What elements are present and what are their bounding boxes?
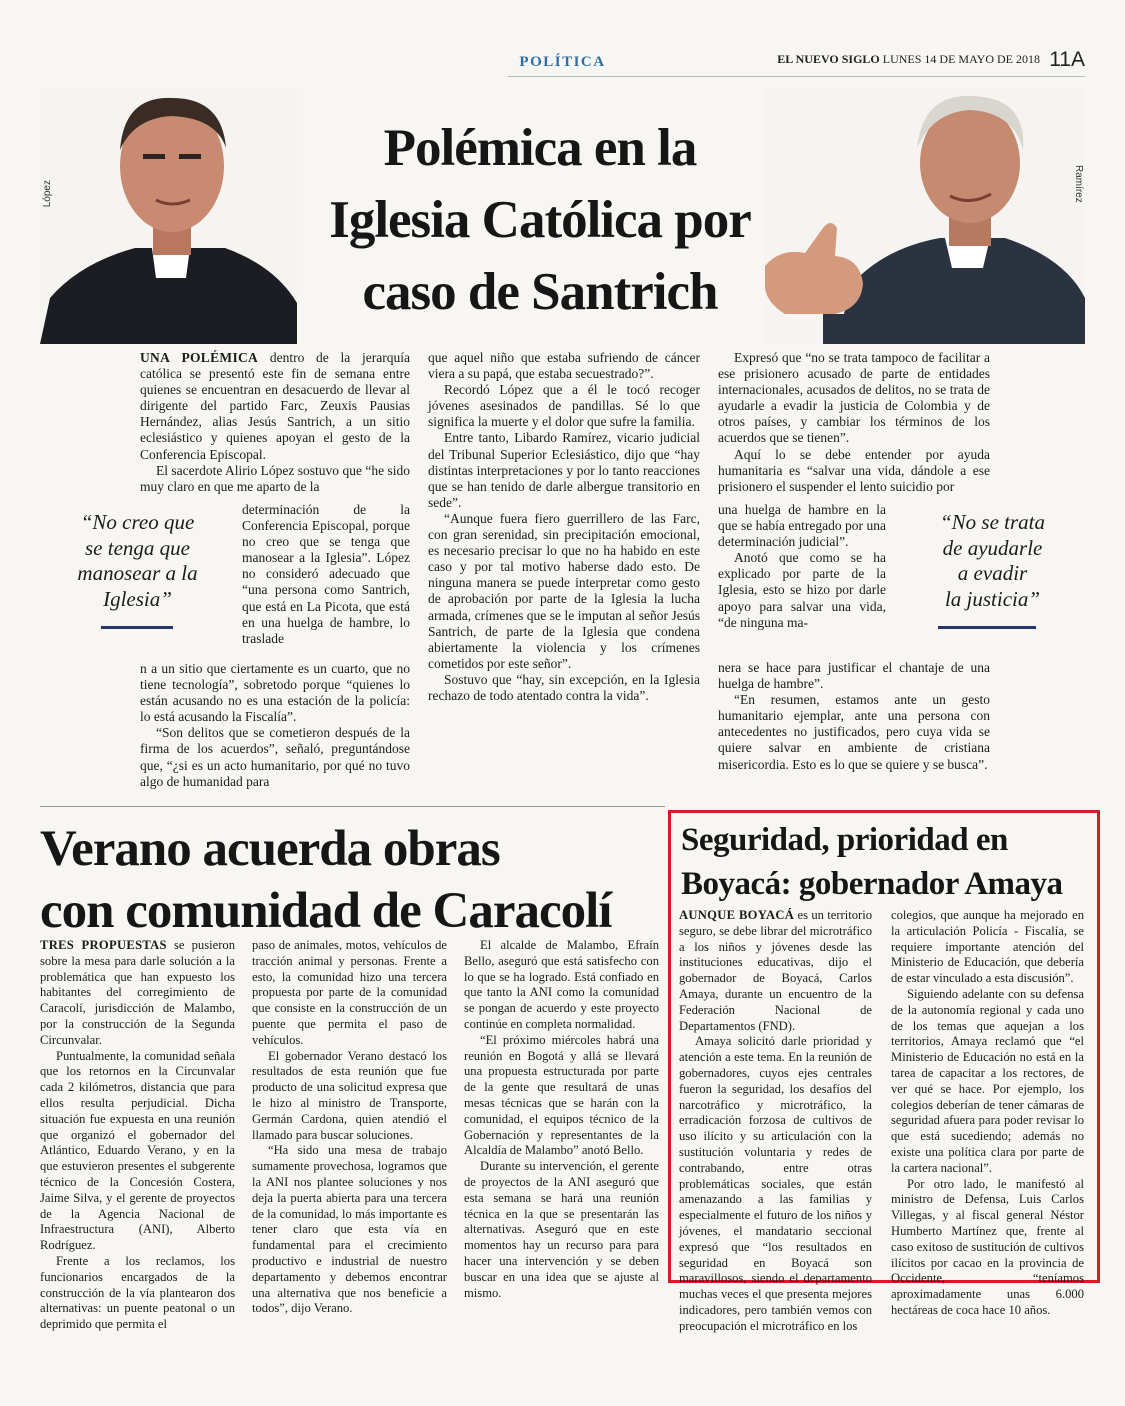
story1-paragraph: Aquí lo se debe entender por ayuda humanitaria es “salvar una vida, dándole a ese prisionero el suspender el lento suicidio por: [718, 446, 990, 494]
story1-column-1-bottom: [140, 661, 410, 790]
story3-paragraph: Siguiendo adelante con su defensa de la autonomía regional y cada uno de los temas que aquejan a los territorios, Amaya reclamó que “el Ministerio de Educación no está en la tarea de capacitar a los rectores, de ver qué se hace. Por ejemplo, los colegios deberían de tener cámaras de seguridad afuera para poder revisar lo que está sucediendo; además no existe una política clara por parte de la cartera nacional”.: [891, 986, 1084, 1175]
vicar-ramirez-image: [765, 88, 1085, 344]
story2-headline: [40, 818, 640, 942]
page-number: 11A: [1049, 48, 1085, 71]
story1-paragraph: Expresó que “no se trata tampoco de facilitar a ese prisionero acusado de parte de entidades internacionales, acusados de delitos, no se trata de ayudarle a evadir la justicia de Colombia y de otros países, y cambiar los términos de los acuerdos que se tienen”.: [718, 350, 990, 446]
story2-headline-line: con comunidad de Caracolí: [40, 883, 612, 939]
story2-headline-line: Verano acuerda obras: [40, 821, 500, 877]
story3-paragraph: colegios, que aunque ha mejorado en la articulación Policía - Fiscalía, se requiere importante atención del Ministerio de Educación, que debería de estar vinculado a esta discusión”.: [891, 908, 1084, 986]
story1-column-3-top: [718, 350, 990, 495]
newspaper-name: EL NUEVO SIGLO: [777, 52, 880, 66]
section-label: POLÍTICA: [519, 54, 606, 70]
story1-paragraph: Recordó López que a él le tocó recoger jóvenes asesinados de pandillas. Sé lo que significa la muerte y el dolor que sufre la familia.: [428, 382, 700, 430]
story1-paragraph: “Son delitos que se cometieron después de la firma de los acuerdos”, señaló, preguntándose que, “¿si es un acto humanitario, por qué no tuvo algo de humanidad para: [140, 725, 410, 789]
photo-vicar-ramirez: [765, 88, 1085, 344]
pull-quote-left-rule: [101, 626, 173, 629]
story1-paragraph: determinación de la Conferencia Episcopal, porque no creo que se tenga que manosear a la Iglesia”. López no consideró adecuado que “una persona como Santrich, que está en La Picota, que está en una huelga de hambre, lo traslade: [242, 502, 410, 646]
story1-paragraph: una huelga de hambre en la que se había entregado por una determinación judicial”.: [718, 502, 886, 550]
story3-column-2: [891, 908, 1084, 1319]
pull-quote-right: “No se trata de ayudarle a evadir la justicia”: [939, 510, 1046, 611]
story2-paragraph: El gobernador Verano destacó los resultados de esta reunión que fue producto de una solicitud expresa que le hizo al ministro de Transporte, Germán Cardona, quien atendió el llamado para buscar soluciones.: [252, 1048, 447, 1142]
story1-paragraph: Entre tanto, Libardo Ramírez, vicario judicial del Tribunal Superior Eclesiástico, dijo que “hay distintas interpretaciones y por lo tanto reacciones que se han tenido de darle albergue transitorio en sede”.: [428, 430, 700, 510]
story2-column-1: [40, 938, 235, 1333]
section-divider: [40, 806, 665, 807]
story2-paragraph: Puntualmente, la comunidad señala que los retornos en la Circunvalar cada 2 kilómetros, distancia que para ellos resulta perjudicial. Dicha situación fue expuesta en una reunión que organizó el gobernador del Atlántico, Eduardo Verano, y en la que estuvieron presentes el subgerente técnico de la Concesión Costera, Jaime Silva, y el gerente de proyectos de la Agencia Nacional de Infraestructura (ANI), Alberto Rodríguez.: [40, 1048, 235, 1253]
priest-lopez-image: [40, 88, 297, 344]
story1-paragraph: n a un sitio que ciertamente es un cuarto, que no tiene tecnología”, sobretodo porque “quienes lo están acusando no es una estación de la policía: lo está acusando la Fiscalía”.: [140, 661, 410, 725]
story1-headline-line: caso de Santrich: [362, 263, 718, 321]
story3-paragraph: Por otro lado, le manifestó al ministro de Defensa, Luis Carlos Villegas, y al fiscal general Néstor Humberto Martínez que, frente al caso exitoso de sustitución de cultivos ilícitos por cacao en la provincia de Occidente, “teníamos aproximadamente unas 6.000 hectáreas de coca hace 10 años.: [891, 1176, 1084, 1317]
story1-column-2: [428, 350, 700, 704]
story3-column-1: [679, 908, 872, 1335]
story2-column-3: [464, 938, 659, 1301]
photo-right-credit: Ramírez: [1073, 165, 1084, 203]
story3-paragraph: Amaya solicitó darle prioridad y atención a este tema. En la reunión de gobernadores, cuyos ejes centrales fueron la seguridad, los desafíos del narcotráfico y microtráfico, la erradicación forzosa de cultivos de uso ilícito y su articulación con la sustitución voluntaria y redes de contrabando, entre otras problemáticas sociales, que están amenazando a las familias y especialmente el futuro de los niños y jóvenes, el mandatario seccional expresó que “los resultados en seguridad en Boyacá son maravillosos, siendo el departamento muchas veces el que presenta mejores indicadores, pero también vemos con preocupación el microtráfico en los: [679, 1034, 872, 1333]
story1-headline-line: Iglesia Católica por: [329, 191, 751, 249]
story1-column-3-narrow: [718, 502, 886, 631]
story1-headline-line: Polémica en la: [383, 119, 697, 177]
story2-paragraph: Frente a los reclamos, los funcionarios encargados de la construcción de la vía plantearon dos alternativas: un puente peatonal o un deprimido que permita el: [40, 1253, 235, 1332]
story3-headline-line: Seguridad, prioridad en: [681, 822, 1008, 858]
story1-paragraph: nera se hace para justificar el chantaje de una huelga de hambre”.: [718, 660, 990, 692]
photo-priest-lopez: [40, 88, 297, 344]
story2-paragraph: “El próximo miércoles habrá una reunión en Bogotá y allá se llevará una propuesta estructurada por parte de la gente que resultará de unas mesas técnicas que se harán con la comunidad, el equipos técnico de la Gobernación y representantes de la Alcaldía de Malambo” anotó Bello.: [464, 1032, 659, 1158]
story1-column-3-bottom: [718, 660, 990, 773]
story2-paragraph: paso de animales, motos, vehículos de tracción animal y personas. Frente a esto, la comunidad hizo una tercera propuesta por parte de la comunidad que consiste en la construcción de un puente que permita el paso de vehículos.: [252, 938, 447, 1047]
story1-lead-caps: UNA POLÉMICA: [140, 350, 259, 365]
story1-column-1-top: [140, 350, 410, 495]
story3-lead-caps: AUNQUE BOYACÁ: [679, 908, 795, 922]
header-rule: [508, 76, 1085, 77]
story3-headline: [681, 818, 1086, 906]
story2-paragraph: Durante su intervención, el gerente de proyectos de la ANI aseguró que esta semana se hará una reunión técnica en la que se presentarán las alternativas. Aseguró que en este momentos hay un recurso para para hacer una intervención y se deben buscar en una idea que se ajuste al mismo.: [464, 1159, 659, 1300]
issue-date: LUNES 14 DE MAYO DE 2018: [882, 52, 1040, 66]
story2-paragraph: El alcalde de Malambo, Efraín Bello, aseguró que está satisfecho con lo que se ha logrado. Está confiado en que tanto la ANI como la comunidad se pongan de acuerdo y este proyecto continúe en completa normalidad.: [464, 938, 659, 1031]
story1-headline: [305, 112, 775, 328]
story1-paragraph: “Aunque fuera fiero guerrillero de las Farc, con gran serenidad, sin precipitación emocional, es necesario precisar lo que no ha habido en este caso y por tal motivo haberse dado esto. De ninguna manera se puede interpretar como gesto de aprobación por parte de la Iglesia la lucha armada, crímenes que se le imputan al señor Jesús Santrich, de parte de la Iglesia que condena abiertamente la violencia y los crímenes cometidos por este señor”.: [428, 510, 700, 671]
story1-paragraph: que aquel niño que estaba sufriendo de cáncer viera a su papá, que estaba secuestrado?”.: [428, 350, 700, 382]
photo-left-credit: López: [42, 180, 53, 208]
story1-column-1-narrow: [242, 502, 410, 647]
story1-paragraph: Anotó que como se ha explicado por parte de la Iglesia, esto se hizo por darle apoyo para salvar una vida, “de ninguna ma-: [718, 550, 886, 630]
story2-paragraph: “Ha sido una mesa de trabajo sumamente provechosa, logramos que la ANI nos plantee soluciones y nos deja la puerta abierta para una tercera de la comunidad, lo más importante es tener claro que esta vía en fundamental para el crecimiento productivo e industrial de nuestro departamento y debemos encontrar una alternativa que nos beneficie a todos”, dijo Verano.: [252, 1143, 447, 1316]
pull-quote-right-rule: [938, 626, 1036, 629]
story1-paragraph: UNA POLÉMICA dentro de la jerarquía católica se presentó este fin de semana entre quienes se encuentran en desacuerdo de llevar al dirigente del partido Farc, Zeuxis Pausias Hernández, alias Jesús Santrich, a un sitio eclesiástico y quienes apoyan el gesto de la Conferencia Episcopal.: [140, 350, 410, 462]
story3-paragraph: AUNQUE BOYACÁ es un territorio seguro, se debe librar del microtráfico a los niños y jóvenes desde las instituciones educativas, dijo el gobernador de Boyacá, Carlos Amaya, durante un encuentro de la Federación Nacional de Departamentos (FND).: [679, 908, 873, 1033]
pull-quote-left: “No creo que se tenga que manosear a la Iglesia”: [77, 510, 198, 611]
story1-paragraph: Sostuvo que “hay, sin excepción, en la Iglesia rechazo de todo atentado contra la vida”.: [428, 671, 700, 703]
story2-column-2: [252, 938, 447, 1317]
story3-headline-line: Boyacá: gobernador Amaya: [681, 866, 1063, 902]
story1-paragraph: El sacerdote Alirio López sostuvo que “he sido muy claro en que me aparto de la: [140, 462, 410, 494]
story2-paragraph: TRES PROPUESTAS se pusieron sobre la mesa para darle solución a la problemática que han expuesto los habitantes del corregimiento de Caracolí, jurisdicción de Malambo, por la construcción de la Segunda Circunvalar.: [40, 938, 235, 1047]
masthead: [777, 52, 1040, 67]
story2-lead-caps: TRES PROPUESTAS: [40, 938, 167, 952]
story1-paragraph: “En resumen, estamos ante un gesto humanitario ejemplar, ante una persona con antecedentes no justificados, pero cuya vida se quiere salvar en ambiente de cristiana misericordia. Esto es lo que se quiere y se busca”.: [718, 692, 990, 772]
